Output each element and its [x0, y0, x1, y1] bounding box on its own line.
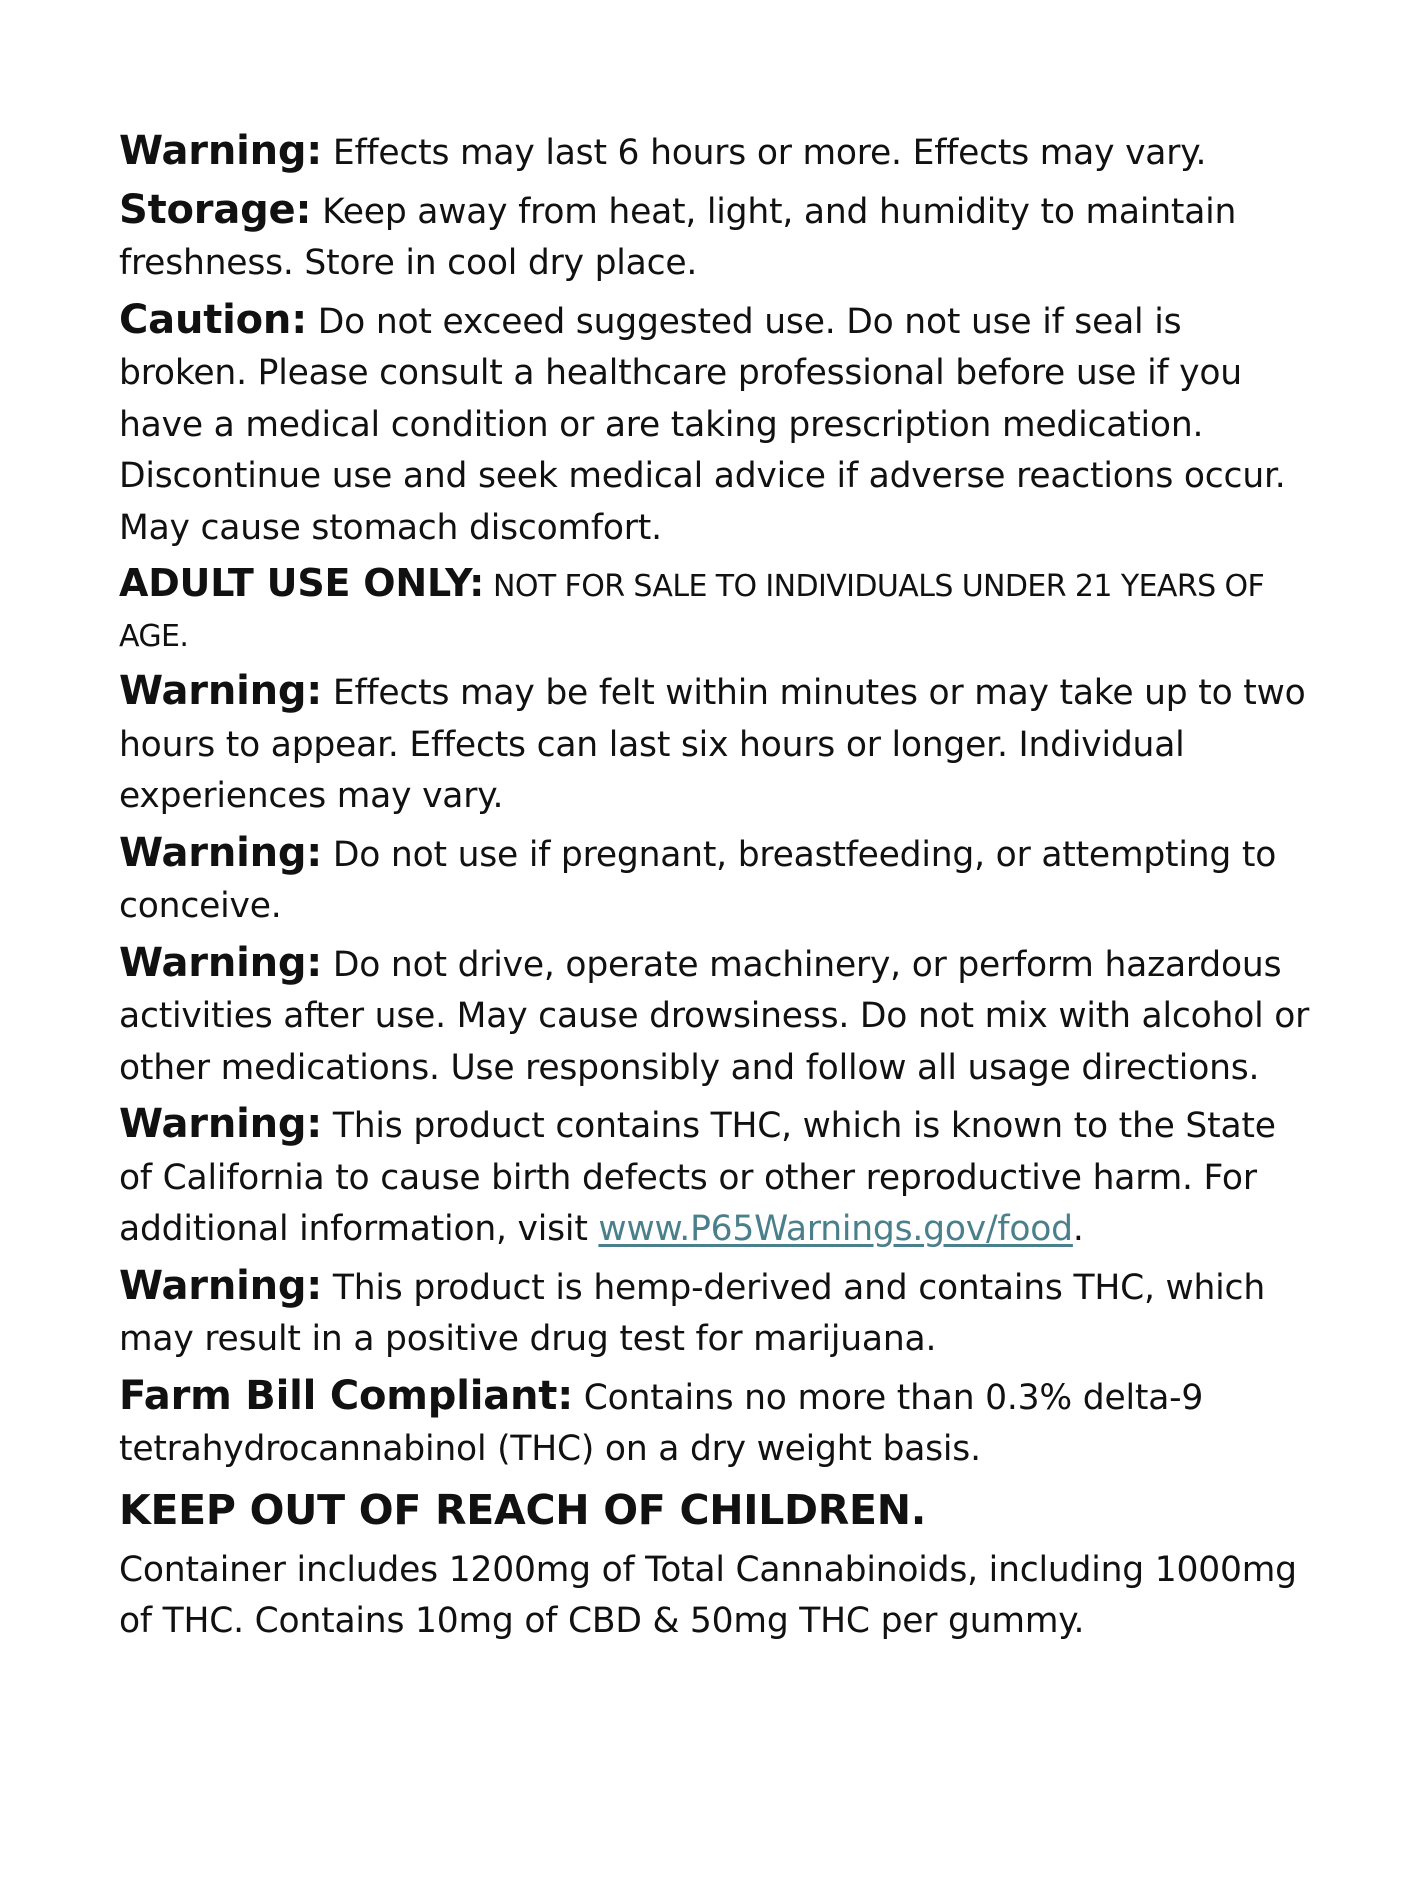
- warning-text: Do not drive, operate machinery, or perform hazardous activities after use. May cause drowsiness. Do not mix with alcohol or other medications. Use responsibly and follow all usage directions.: [119, 944, 1310, 1088]
- adult-use-label: ADULT USE ONLY:: [119, 561, 485, 605]
- warning-text: This product contains THC, which is known to the State of California to cause birth defects or other reproductive harm. For additional information, visit: [119, 1106, 1276, 1249]
- farm-bill-label: Farm Bill Compliant:: [119, 1372, 574, 1419]
- warning-label: Warning:: [119, 1262, 323, 1309]
- warning-label: Warning:: [119, 1101, 323, 1147]
- storage-label: Storage:: [119, 186, 312, 233]
- caution-notice: [119, 295, 1319, 555]
- drug-test-warning: [119, 1261, 1319, 1366]
- warning-label: Warning:: [119, 939, 323, 986]
- warning-text: This product is hemp-derived and contains THC, which may result in a positive drug test for marijuana.: [119, 1267, 1265, 1359]
- storage-instructions: [119, 185, 1319, 290]
- keep-out-of-reach-heading: KEEP OUT OF REACH OF CHILDREN.: [119, 1485, 927, 1534]
- driving-warning: [119, 938, 1319, 1095]
- caution-text: Do not exceed suggested use. Do not use if seal is broken. Please consult a healthcare professional before use if you have a medical condition or are taking prescription medication. Discontinue use and seek medical advice if adverse reactions occur. May cause stomach discomfort.: [119, 301, 1286, 548]
- adult-use-notice: [119, 559, 1319, 661]
- link-suffix: .: [1072, 1209, 1084, 1249]
- onset-warning: [119, 666, 1319, 823]
- p65-warnings-link[interactable]: www.P65Warnings.gov/food: [598, 1209, 1073, 1249]
- farm-bill-text: Contains no more than 0.3% delta-9 tetrahydrocannabinol (THC) on a dry weight basis.: [119, 1377, 1204, 1469]
- storage-text: Keep away from heat, light, and humidity to maintain freshness. Store in cool dry place.: [119, 191, 1237, 283]
- farm-bill-notice: [119, 1371, 1319, 1476]
- prop65-warning: [119, 1099, 1319, 1256]
- warning-text: Do not use if pregnant, breastfeeding, or attempting to conceive.: [119, 834, 1277, 926]
- effects-duration-warning: [119, 126, 1319, 180]
- label-page: [119, 126, 1319, 1648]
- pregnancy-warning: [119, 828, 1319, 933]
- adult-use-text: NOT FOR SALE TO INDIVIDUALS UNDER 21 YEARS OF AGE.: [119, 569, 1265, 654]
- warning-text: Effects may last 6 hours or more. Effects may vary.: [322, 133, 1207, 173]
- warning-label: Warning:: [119, 829, 323, 876]
- warning-label: Warning:: [119, 668, 323, 714]
- caution-label: Caution:: [119, 296, 308, 343]
- warning-label: Warning:: [119, 128, 323, 174]
- warning-text: Effects may be felt within minutes or may take up to two hours to appear. Effects can last six hours or longer. Individual experiences may vary.: [119, 673, 1306, 816]
- cannabinoid-content-statement: Container includes 1200mg of Total Cannabinoids, including 1000mg of THC. Contains 10mg of CBD & 50mg THC per gummy.: [119, 1549, 1297, 1641]
